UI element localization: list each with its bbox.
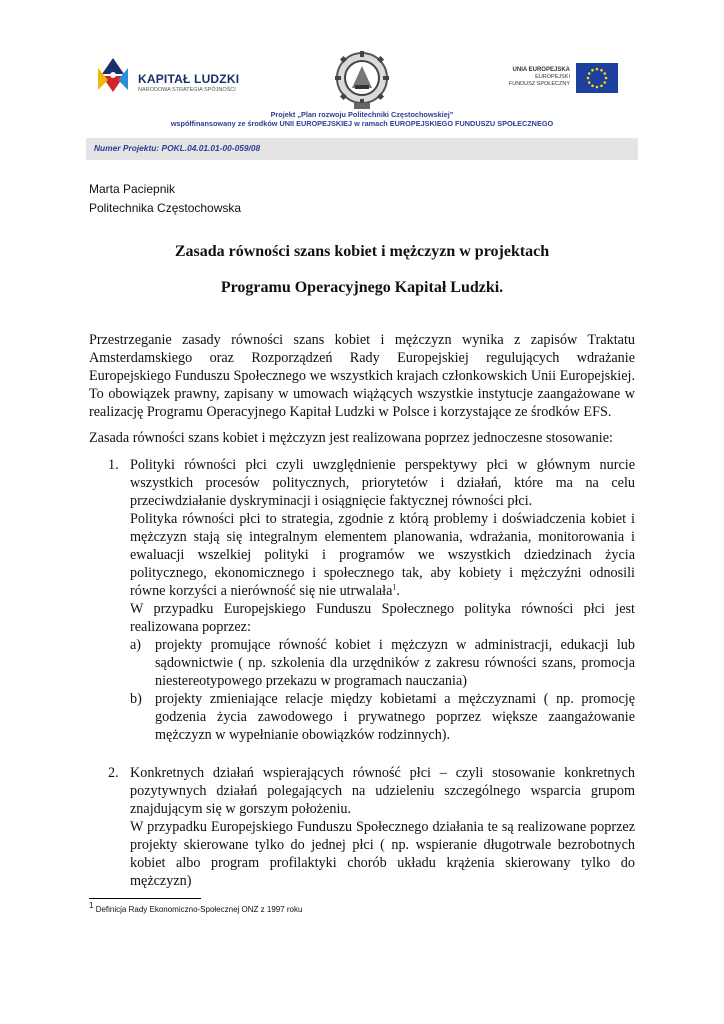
politechnika-czestochowska-emblem-icon [334,50,390,110]
sub-item-a [130,636,635,690]
item2-efs-example: W przypadku Europejskiego Funduszu Społecznego działania te są realizowane poprzez projekty skierowane tylko do jednej płci ( np. wspieranie długotrwale bezrobotnych kobiet albo program profilaktyki chorób układu krążenia skierowany tylko do mężczyzn) [130,819,635,889]
project-number: Numer Projektu: POKL.04.01.01-00-059/08 [94,143,261,153]
author-name: Marta Paciepnik [89,182,176,196]
project-name: Projekt „Plan rozwoju Politechniki Częstochowskiej” [270,110,454,119]
document-header [86,50,638,165]
document-title [89,240,635,312]
kapital-ludzki-subtitle: NARODOWA STRATEGIA SPÓJNOŚCI [138,87,236,93]
eu-star-icon [600,84,603,87]
kapital-ludzki-title: KAPITAŁ LUDZKI [138,72,240,86]
list-item-number: 1. [108,457,119,473]
project-description [86,110,638,128]
project-funding: współfinansowany ze środków UNII EUROPEJSKIEJ w ramach EUROPEJSKIEGO FUNDUSZU SPOŁECZNEGO [170,119,554,128]
sub-item-b [130,690,635,744]
document-body [89,331,635,890]
eu-fund-label [504,67,570,88]
eu-flag-icon [576,63,618,93]
title-line-1: Zasada równości szans kobiet i mężczyzn w projektach [174,243,550,260]
item1-efs-intro: W przypadku Europejskiego Funduszu Społecznego polityka równości płci jest realizowana poprzez: [130,601,635,635]
kapital-ludzki-logo [96,56,246,106]
author-block [89,180,241,218]
eu-union-label: UNIA EUROPEJSKA [512,67,570,73]
sub-item-a-text: projekty promujące równość kobiet i mężczyzn w administracji, edukacji lub sądownictwie ( np. szkolenia dla urzędników z zakresu równości szans, promocja niestereotypowego przekazu w programach nauczania) [155,637,635,689]
item1-strategy-text: Polityka równości płci to strategia, zgodnie z którą problemy i doświadczenia kobiet i mężczyzn stają się integralnym elementem planowania, wdrażania, monitorowania i ewaluacji wszelkiej polityki i programów we wszystkich dziedzinach życia politycznego, ekonomicznego i społecznego tak, aby kobiety i mężczyźni odnosili równe korzyści a nierówność się nie utrwalała [130,511,635,599]
footnote-separator [89,898,201,899]
eu-star-icon [603,81,606,84]
item2-definition: Konkretnych działań wspierających równość płci – czyli stosowanie konkretnych pozytywnych działań polegających na udzieleniu szczególnego wsparcia grupom znajdującym się w gorszym położeniu. [130,765,635,817]
eu-star-icon [588,72,591,75]
footnote-reference: 1 [392,582,397,592]
eu-star-icon [596,68,599,71]
list-item-2 [89,764,635,890]
footnote [89,901,303,914]
lead-paragraph: Zasada równości szans kobiet i mężczyzn jest realizowana poprzez jednoczesne stosowanie: [89,430,613,446]
footnote-text: Definicja Rady Ekonomiczno-Społecznej ONZ z 1997 roku [95,905,303,914]
item1-strategy-end: . [396,583,400,599]
project-number-bar [86,138,638,160]
eu-star-icon [596,86,599,89]
list-item-number: 2. [108,765,119,781]
item1-strategy [130,510,635,600]
author-affiliation: Politechnika Częstochowska [89,201,242,215]
item1-definition: Polityki równości płci czyli uwzględnienie perspektywy płci w głównym nurcie wszystkich procesów politycznych, priorytetów i działań, które ma na celu przeciwdziałanie dyskryminacji i osiągnięcie faktycznej równości płci. [130,457,635,509]
list-item-1 [89,456,635,744]
eu-star-icon [588,81,591,84]
eu-star-icon [587,77,590,80]
eu-star-icon [591,69,594,72]
eu-star-icon [603,72,606,75]
footnote-mark: 1 [89,901,94,910]
kapital-ludzki-emblem-icon [96,56,130,100]
intro-paragraph: Przestrzeganie zasady równości szans kobiet i mężczyzn wynika z zapisów Traktatu Amsterdamskiego oraz Rozporządzeń Rady Europejskiej regulujących wdrażanie Europejskiego Funduszu Społecznego we wszystkich krajach członkowskich Unii Europejskiej. To obowiązek prawny, zapisany w umowach wiążących wszystkie instytucje zaangażowane w realizację Programu Operacyjnego Kapitał Ludzki w Polsce i korzystające ze środków EFS. [89,332,635,420]
eu-star-icon [605,77,608,80]
sub-item-label: b) [130,691,142,707]
eu-star-icon [591,84,594,87]
eu-fund-name: FUNDUSZ SPOŁECZNY [508,81,570,87]
sub-item-label: a) [130,637,142,653]
title-line-2: Programu Operacyjnego Kapitał Ludzki. [220,279,504,296]
eu-fund-line: EUROPEJSKI [535,74,570,80]
eu-star-icon [600,69,603,72]
sub-item-b-text: projekty zmieniające relacje między kobietami a mężczyznami ( np. promocję godzenia życia zawodowego i prywatnego poprzez większe zaangażowanie mężczyzn w wypełnianie obowiązków rodzinnych). [155,691,635,743]
